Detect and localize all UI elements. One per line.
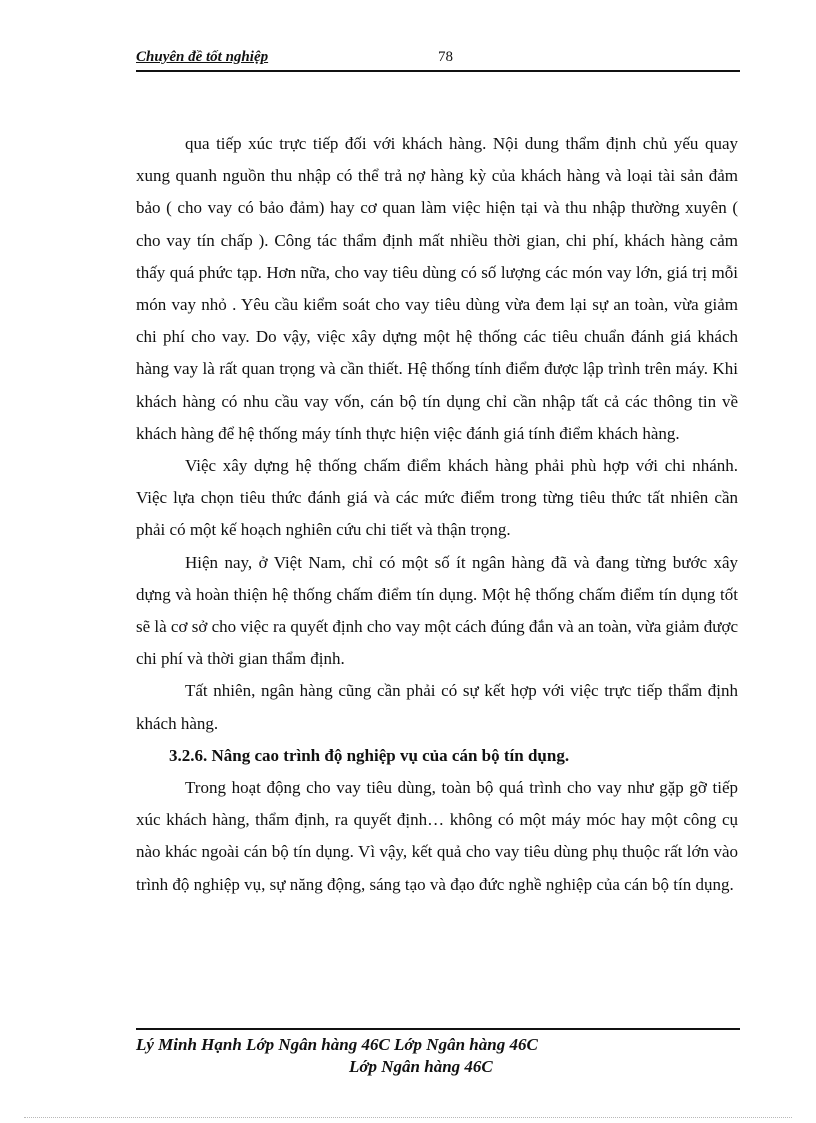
body-paragraph-1: qua tiếp xúc trực tiếp đối với khách hàng. Nội dung thẩm định chủ yếu quay xung quanh nguồn thu nhập có thể trả nợ hàng kỳ của khách hàng và loại tài sản đảm bảo ( cho vay có bảo đảm) hay cơ quan làm việc hiện tại và thu nhập thường xuyên ( cho vay tín chấp ). Công tác thẩm định mất nhiều thời gian, chi phí, khách hàng cảm thấy quá phức tạp. Hơn nữa, cho vay tiêu dùng có số lượng các món vay lớn, giá trị mỗi món vay nhỏ . Yêu cầu kiểm soát cho vay tiêu dùng vừa đem lại sự an toàn, vừa giảm chi phí cho vay. Do vậy, việc xây dựng một hệ thống các tiêu chuẩn đánh giá khách hàng vay là rất quan trọng và cần thiết. Hệ thống tính điểm được lập trình trên máy. Khi khách hàng có nhu cầu vay vốn, cán bộ tín dụng chỉ cần nhập tất cả các thông tin về khách hàng để hệ thống máy tính thực hiện việc đánh giá tính điểm khách hàng. [136,134,738,443]
page-number: 78 [438,49,453,65]
header-title: Chuyên đề tốt nghiệp [136,49,269,65]
footer-line-2: Lớp Ngân hàng 46C [349,1057,493,1076]
body-paragraph-3: Hiện nay, ở Việt Nam, chỉ có một số ít ngân hàng đã và đang từng bước xây dựng và hoàn thiện hệ thống chấm điểm tín dụng. Một hệ thống chấm điểm tín dụng tốt sẽ là cơ sở cho việc ra quyết định cho vay một cách đúng đắn và an toàn, vừa giảm được chi phí và thời gian thẩm định. [136,552,738,669]
page-footer [136,1028,740,1078]
body-paragraph-4: Tất nhiên, ngân hàng cũng cần phải có sự kết hợp với việc trực tiếp thẩm định khách hàng. [136,681,738,733]
page-bottom-border [24,1117,792,1118]
body-paragraph-2: Việc xây dựng hệ thống chấm điểm khách hàng phải phù hợp với chi nhánh. Việc lựa chọn tiêu thức đánh giá và các mức điểm trong từng tiêu thức tất nhiên cần phải có một kế hoạch nghiên cứu chi tiết và thận trọng. [136,456,738,540]
document-body [136,128,738,901]
section-heading: 3.2.6. Nâng cao trình độ nghiệp vụ của cán bộ tín dụng. [169,745,570,765]
page-header [136,48,740,72]
section-paragraph: Trong hoạt động cho vay tiêu dùng, toàn bộ quá trình cho vay như gặp gỡ tiếp xúc khách hàng, thẩm định, ra quyết định… không có một máy móc hay một công cụ nào khác ngoài cán bộ tín dụng. Vì vậy, kết quả cho vay tiêu dùng phụ thuộc rất lớn vào trình độ nghiệp vụ, sự năng động, sáng tạo và đạo đức nghề nghiệp của cán bộ tín dụng. [136,778,738,894]
footer-line-1: Lý Minh Hạnh Lớp Ngân hàng 46C Lớp Ngân hàng 46C [136,1035,538,1054]
